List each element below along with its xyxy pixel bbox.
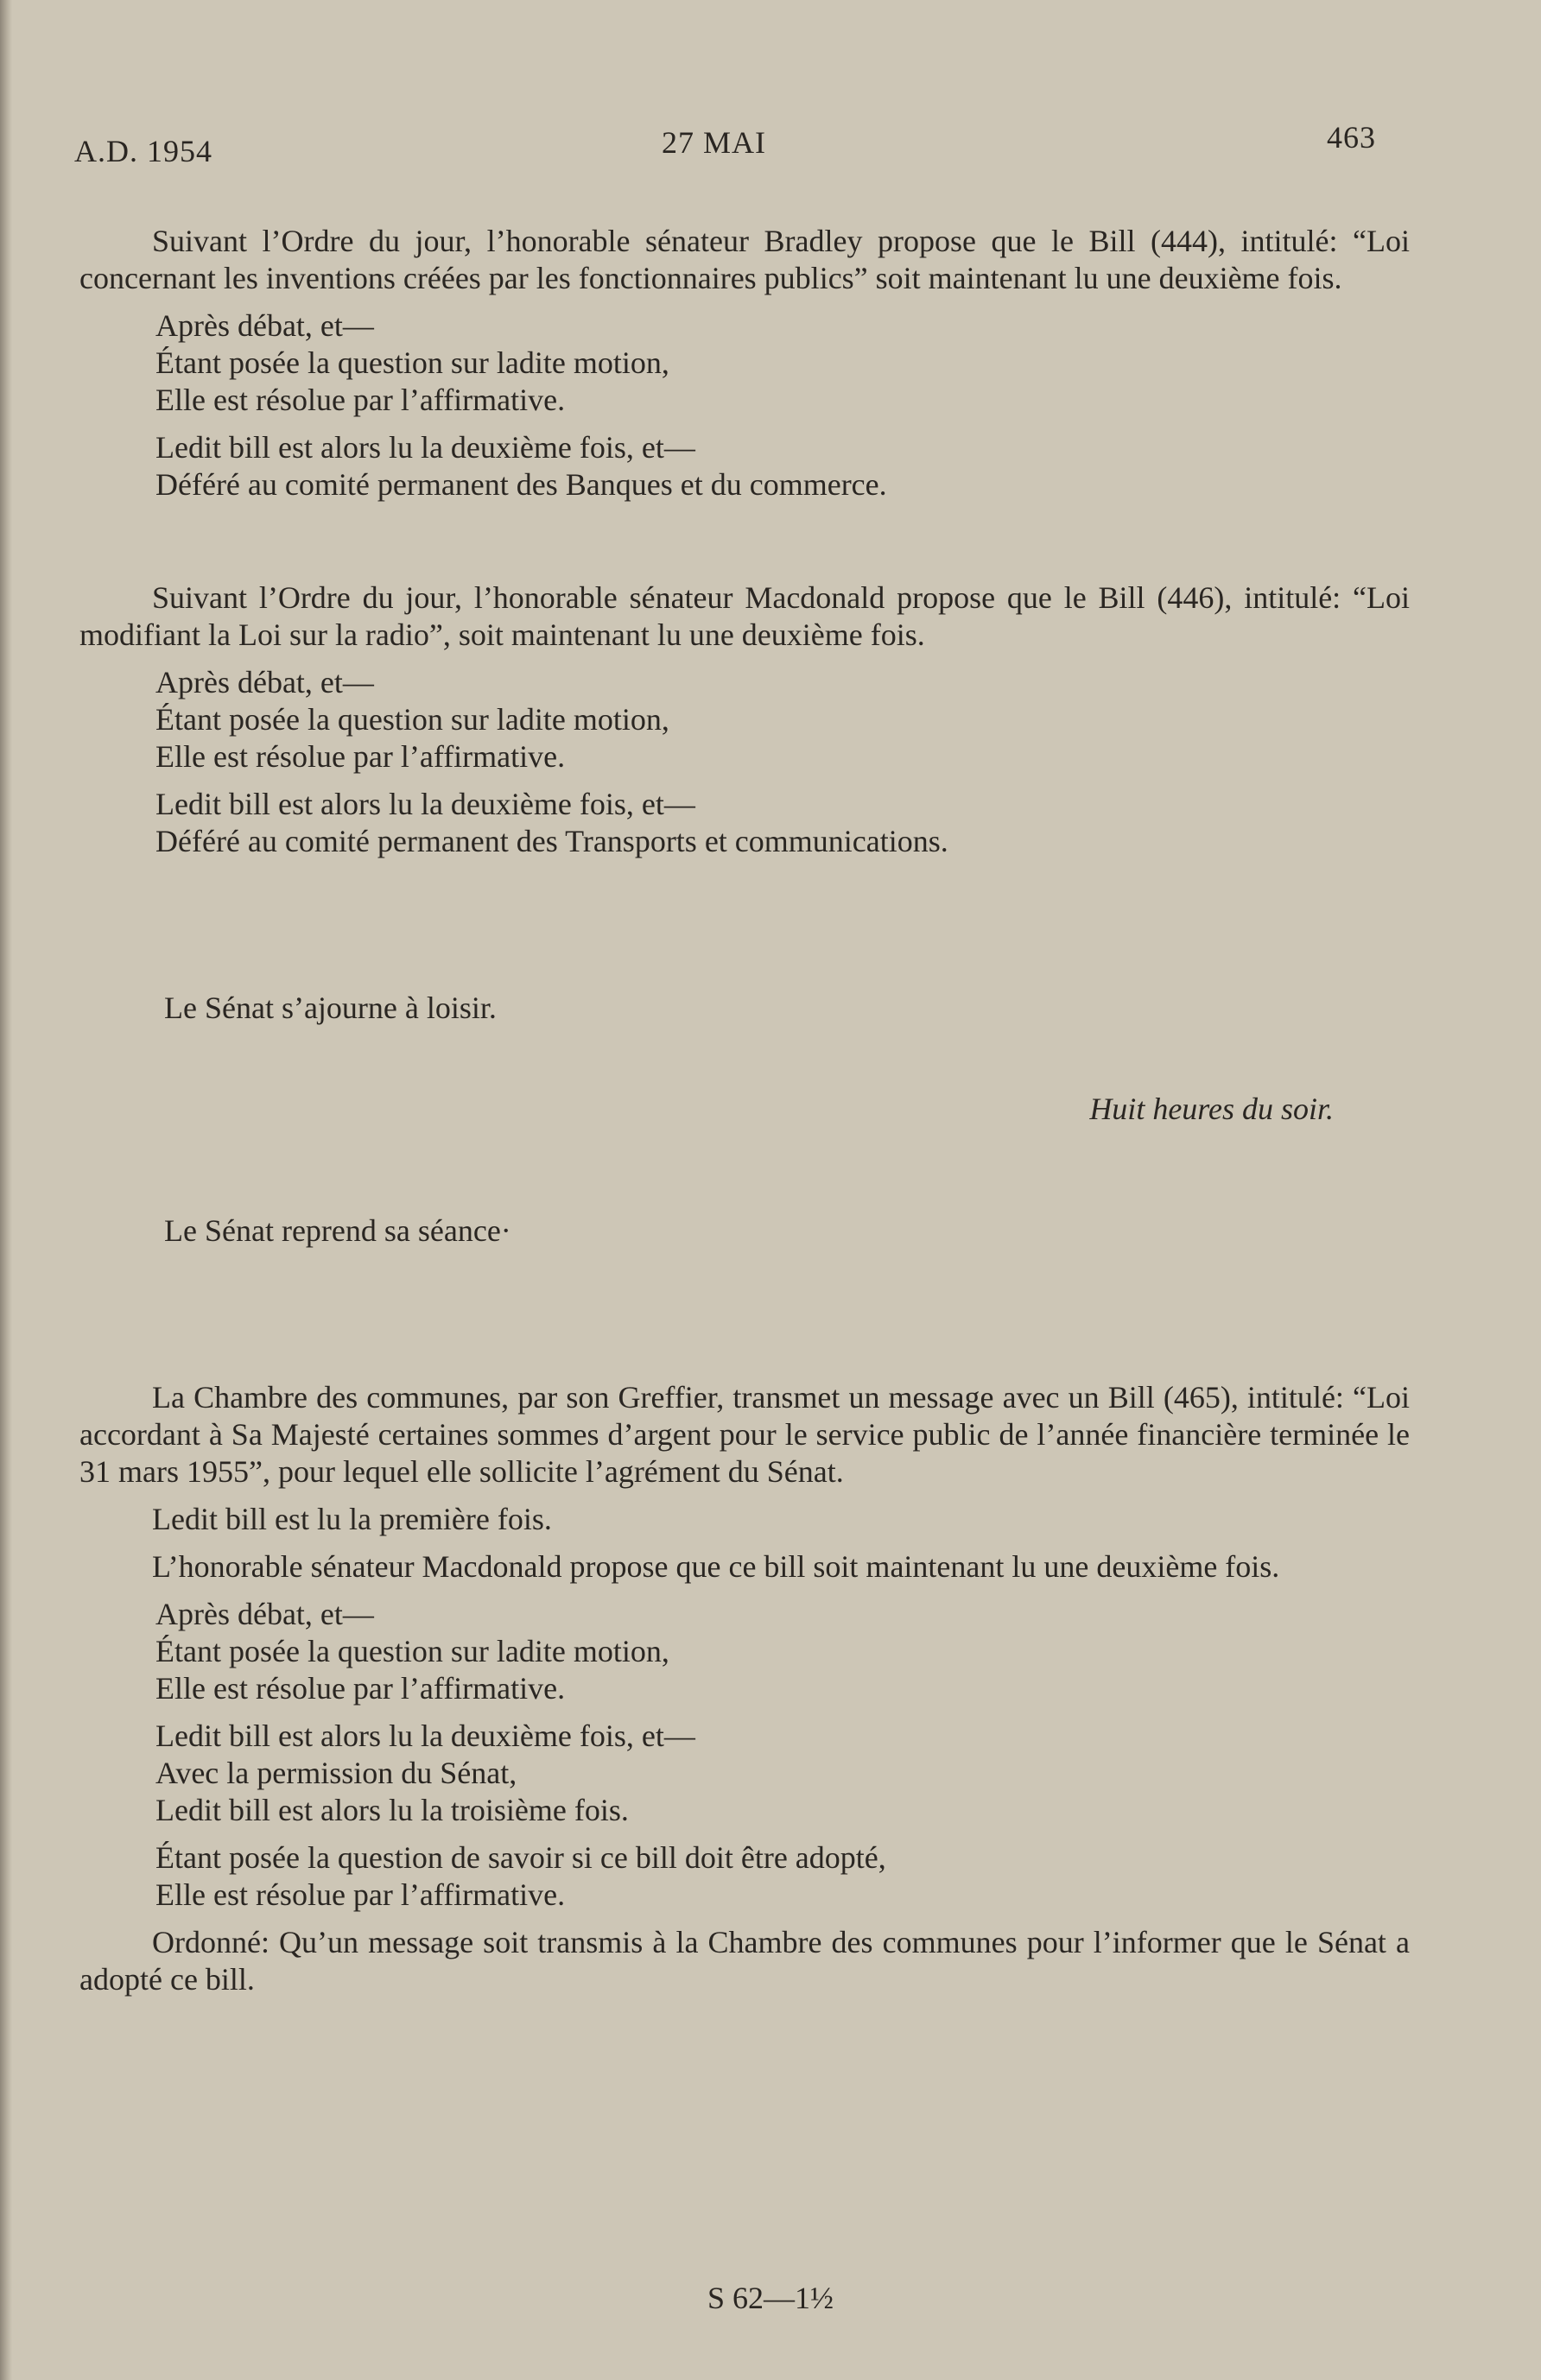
debate-block xyxy=(155,664,1410,775)
second-reading-line: Ledit bill est alors lu la deuxième fois, et— xyxy=(155,1719,695,1753)
order-paragraph: Ordonné: Qu’un message soit transmis à la Chambre des communes pour l’informer que le Sénat a adopté ce bill. xyxy=(79,1925,1410,1997)
result-line: Elle est résolue par l’affirmative. xyxy=(155,1671,566,1706)
referral-line: Déféré au comité permanent des Banques et du commerce. xyxy=(155,467,887,502)
entry-bill-446 xyxy=(79,579,1410,860)
question-line: Étant posée la question sur ladite motion, xyxy=(155,1634,669,1668)
debate-line: Après débat, et— xyxy=(155,1597,374,1631)
motion-paragraph: Suivant l’Ordre du jour, l’honorable sénateur Macdonald propose que le Bill (446), intitulé: “Loi modifiant la Loi sur la radio”, soit maintenant lu une deuxième fois. xyxy=(79,580,1410,652)
adoption-block xyxy=(155,1839,1410,1914)
debate-block xyxy=(155,307,1410,419)
signature-mark: S 62—1½ xyxy=(707,2281,834,2315)
result-line: Elle est résolue par l’affirmative. xyxy=(155,383,566,417)
referral-block xyxy=(155,429,1410,503)
leave-line: Avec la permission du Sénat, xyxy=(155,1756,517,1790)
debate-line: Après débat, et— xyxy=(155,308,374,343)
debate-line: Après débat, et— xyxy=(155,665,374,699)
question-line: Étant posée la question sur ladite motion, xyxy=(155,345,669,380)
referral-line: Déféré au comité permanent des Transports et communications. xyxy=(155,824,948,858)
time-note: Huit heures du soir. xyxy=(1089,1092,1334,1126)
adoption-result-line: Elle est résolue par l’affirmative. xyxy=(155,1877,566,1912)
adoption-question-line: Étant posée la question de savoir si ce bill doit être adopté, xyxy=(155,1840,886,1875)
entry-bill-465 xyxy=(79,1379,1410,1998)
entry-bill-444 xyxy=(79,223,1410,503)
reading-block xyxy=(155,1718,1410,1829)
motion-paragraph: Suivant l’Ordre du jour, l’honorable sénateur Bradley propose que le Bill (444), intitulé: “Loi concernant les inventions créées par les fonctionnaires publics” soit maintenant lu une deuxième fois. xyxy=(79,224,1410,295)
page-header xyxy=(0,119,1541,171)
third-reading-line: Ledit bill est alors lu la troisième fois. xyxy=(155,1793,629,1827)
page-body xyxy=(79,223,1410,1998)
adjournment-line: Le Sénat s’ajourne à loisir. xyxy=(164,991,497,1025)
header-date: 27 MAI xyxy=(662,125,766,160)
header-year: A.D. 1954 xyxy=(74,134,212,168)
page-binding-edge xyxy=(0,0,12,2380)
motion-paragraph: L’honorable sénateur Macdonald propose que ce bill soit maintenant lu une deuxième fois. xyxy=(152,1549,1280,1584)
reading-line: Ledit bill est alors lu la deuxième fois, et— xyxy=(155,787,695,821)
first-reading-line: Ledit bill est lu la première fois. xyxy=(152,1502,552,1536)
referral-block xyxy=(155,786,1410,860)
reading-line: Ledit bill est alors lu la deuxième fois, et— xyxy=(155,430,695,465)
resumption-line: Le Sénat reprend sa séance· xyxy=(164,1213,511,1248)
message-paragraph: La Chambre des communes, par son Greffier, transmet un message avec un Bill (465), intitulé: “Loi accordant à Sa Majesté certaines sommes d’argent pour le service public de l’année financière terminée le 31 mars 1955”, pour lequel elle sollicite l’agrément du Sénat. xyxy=(79,1380,1410,1489)
question-line: Étant posée la question sur ladite motion, xyxy=(155,702,669,737)
debate-block xyxy=(155,1596,1410,1707)
result-line: Elle est résolue par l’affirmative. xyxy=(155,739,566,774)
page-number: 463 xyxy=(1327,120,1376,155)
